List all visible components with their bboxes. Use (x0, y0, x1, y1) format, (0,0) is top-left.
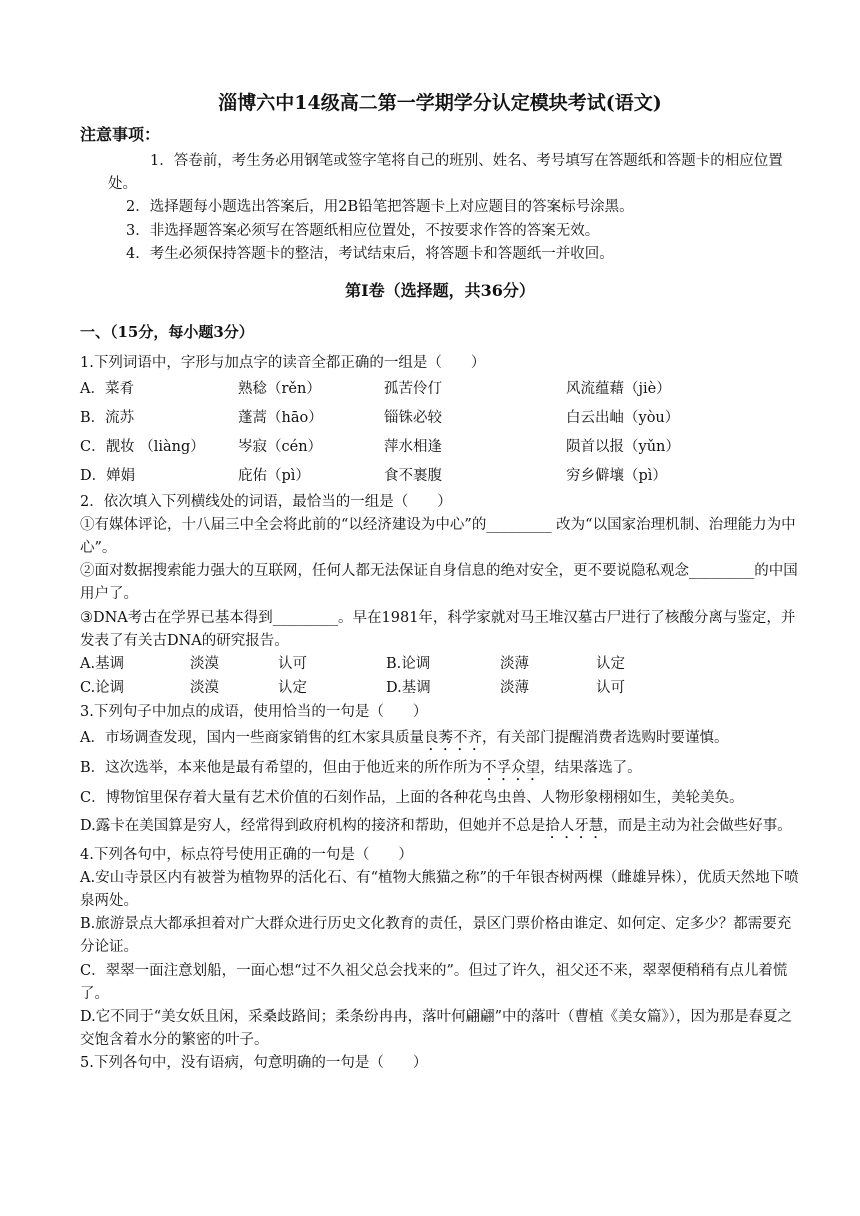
q3-option-c: C．博物馆里保存着大量有艺术价值的石刻作品，上面的各种花鸟虫兽、人物形象栩栩如生，美轮美奂。 (80, 790, 744, 807)
q2-b-2: 淡薄 (500, 656, 529, 673)
q1-c-word-1: C．靓妆 （liàng） (80, 438, 205, 455)
q3-a-idiom: 良莠不齐 (423, 730, 482, 747)
q2-d-3: 认可 (596, 680, 625, 697)
q1-a-word-3: 孤苦伶仃 (384, 380, 442, 397)
q1-d-word-4: 穷乡僻壤（pì） (566, 467, 667, 484)
q1-c-word-4: 陨首以报（yǔn） (566, 438, 680, 455)
q3-option-a (80, 726, 800, 754)
q4-option-a: A.安山寺景区内有被誉为植物界的活化石、有“植物大熊猫之称”的千年银杏树两棵（雌雄异株），优质天然地下喷泉两处。 (80, 869, 799, 909)
q3-b-after: ，结果落选了。 (540, 760, 642, 777)
q2-sentence-2: ②面对数据搜索能力强大的互联网，任何人都无法保证自身信息的绝对安全，更不要说隐私观念_________的中国用户了。 (80, 563, 798, 603)
q1-option-c (80, 433, 800, 462)
q1-a-word-4: 风流蕴藉（jiè） (566, 380, 671, 397)
q3-option-d (80, 814, 800, 842)
q2-c-3: 认定 (278, 680, 307, 697)
q2-options-ab (80, 653, 800, 677)
q2-a-3: 认可 (278, 656, 307, 673)
question-3-stem: 3.下列句子中加点的成语，使用恰当的一句是（ ） (80, 704, 428, 721)
question-2-stem: 2．依次填入下列横线处的词语，最恰当的一组是（ ） (80, 493, 452, 510)
question-5-stem: 5.下列各句中，没有语病，句意明确的一句是（ ） (80, 1055, 428, 1072)
q2-options-cd (80, 677, 800, 701)
q3-b-before: B．这次选举，本来他是最有希望的，但由于他近来的所作所为 (80, 760, 483, 777)
q1-a-word-2: 熟稔（rěn） (238, 380, 321, 397)
q3-a-before: A．市场调查发现，国内一些商家销售的红木家具质量 (80, 730, 424, 747)
section-title: 第Ⅰ卷（选择题，共36分） (345, 280, 535, 300)
q3-d-idiom: 拾人牙慧 (545, 817, 604, 834)
q1-a-word-1: A．菜肴 (80, 380, 134, 397)
q2-b-3: 认定 (596, 656, 625, 673)
q1-d-word-1: D．婵娟 (80, 467, 136, 484)
note-item-4: 4．考生必须保持答题卡的整洁，考试结束后，将答题卡和答题纸一并收回。 (126, 245, 614, 262)
q1-option-b (80, 404, 800, 433)
q4-option-b: B.旅游景点大都承担着对广大群众进行历史文化教育的责任，景区门票价格由谁定、如何定、定多少？都需要充分论证。 (80, 916, 792, 956)
q1-option-a (80, 375, 800, 404)
q1-c-word-2: 岑寂（cén） (238, 438, 323, 455)
q3-d-before: D.露卡在美国算是穷人，经常得到政府机构的接济和帮助，但她并不总是 (80, 817, 546, 834)
note-item-3: 3．非选择题答案必须写在答题纸相应位置处，不按要求作答的答案无效。 (126, 222, 600, 239)
q2-d-2: 淡薄 (500, 680, 529, 697)
q1-b-word-2: 蓬蒿（hāo） (238, 409, 323, 426)
part-heading: 一、（15分，每小题3分） (80, 322, 254, 341)
q3-a-after: ，有关部门提醒消费者选购时要谨慎。 (481, 730, 729, 747)
q3-option-b (80, 756, 800, 784)
question-1-stem: 1.下列词语中，字形与加点字的读音全都正确的一组是（ ） (80, 354, 486, 371)
q2-b-1: B.论调 (386, 656, 431, 673)
note-item-2: 2．选择题每小题选出答案后，用2B铅笔把答题卡上对应题目的答案标号涂黑。 (126, 199, 634, 216)
exam-title: 淄博六中14级高二第一学期学分认定模块考试(语文) (218, 92, 662, 114)
q2-c-2: 淡漠 (190, 680, 219, 697)
q1-b-word-1: B．流苏 (80, 409, 135, 426)
question-4-stem: 4.下列各句中，标点符号使用正确的一句是（ ） (80, 846, 413, 863)
q1-d-word-2: 庇佑（pì） (238, 467, 310, 484)
q1-c-word-3: 萍水相逢 (384, 438, 442, 455)
q2-a-2: 淡漠 (190, 656, 219, 673)
q2-a-1: A.基调 (80, 656, 125, 673)
note-item-1: 1．答卷前，考生务必用钢笔或签字笔将自己的班别、姓名、考号填写在答题纸和答题卡的相应位置处。 (108, 152, 783, 193)
q2-d-1: D.基调 (386, 680, 431, 697)
q2-sentence-3: ③DNA考古在学界已基本得到_________。早在1981年，科学家就对马王堆汉墓古尸进行了核酸分离与鉴定，并发表了有关古DNA的研究报告。 (80, 609, 796, 649)
q2-c-1: C.论调 (80, 680, 125, 697)
q1-b-word-4: 白云出岫（yòu） (566, 409, 680, 426)
q1-d-word-3: 食不裹腹 (384, 467, 442, 484)
q3-d-after: ，而是主动为社会做些好事。 (603, 817, 792, 834)
q3-b-idiom: 不孚众望 (482, 760, 541, 777)
q2-sentence-1: ①有媒体评论，十八届三中全会将此前的“以经济建设为中心”的_________ 改为“以国家治理机制、治理能力为中心”。 (80, 516, 796, 557)
q4-option-c: C．翠翠一面注意划船，一面心想“过不久祖父总会找来的”。但过了许久，祖父还不来，翠翠便稍稍有点儿着慌了。 (80, 962, 788, 1002)
q1-option-d (80, 462, 800, 491)
q1-b-word-3: 锱铢必较 (384, 409, 442, 426)
q4-option-d: D.它不同于“美女妖且闲，采桑歧路间；柔条纷冉冉，落叶何翩翩”中的落叶（曹植《美女篇》），因为那是春夏之交饱含着水分的繁密的叶子。 (80, 1008, 793, 1049)
notes-heading: 注意事项： (80, 125, 161, 145)
